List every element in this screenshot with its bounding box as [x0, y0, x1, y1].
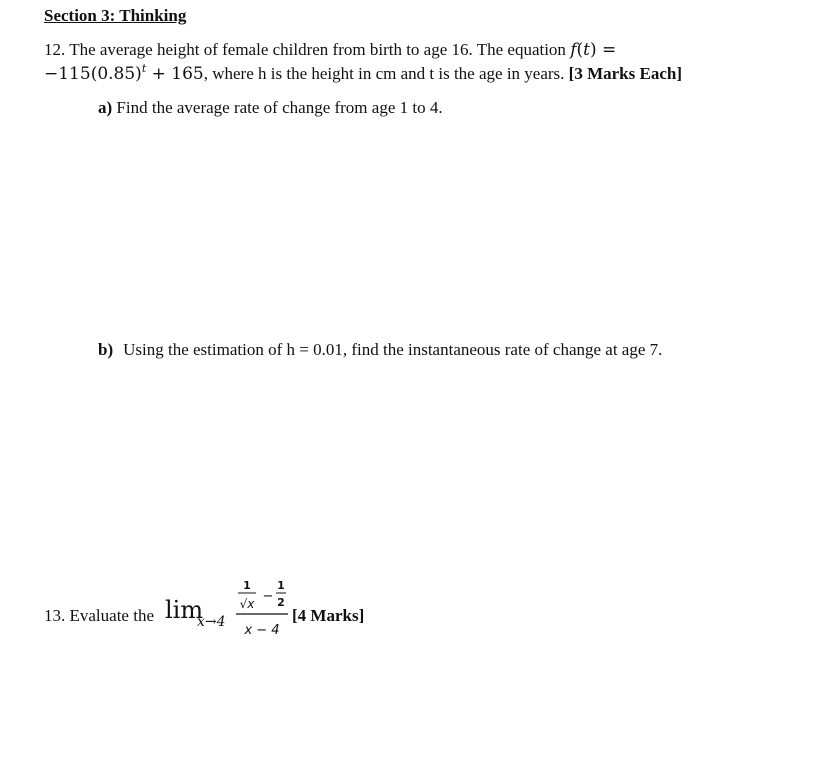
function-equals: ) =: [589, 40, 617, 60]
equation-base: −115(0.85): [44, 64, 142, 84]
question-12-text: 12. The average height of female children from birth to age 16. The equation: [44, 40, 571, 59]
question-12-part-b: [98, 340, 662, 360]
fraction-minus-sign: −: [262, 589, 274, 604]
question-12-description: , where h is the height in cm and t is the age in years.: [203, 64, 569, 83]
function-open-paren: (: [576, 40, 584, 60]
fraction-numerator-2: 1: [277, 579, 285, 592]
equation-constant: + 165: [146, 64, 204, 84]
question-12-line-2: [44, 64, 682, 84]
limit-fraction: [234, 578, 290, 642]
fraction-denominator-main: x − 4: [244, 623, 280, 638]
fraction-denominator-2: 2: [277, 596, 285, 609]
function-name: f: [570, 40, 577, 60]
part-b-text: Using the estimation of h = 0.01, find the instantaneous rate of change at age 7.: [123, 340, 663, 359]
question-12-part-a: [98, 98, 443, 118]
fraction-denominator-1: √x: [239, 597, 255, 611]
question-12-line-1: [44, 40, 616, 60]
part-b-label: b): [98, 340, 114, 359]
part-a-label: a): [98, 98, 113, 117]
fraction-numerator-1: 1: [243, 579, 251, 592]
question-13-marks: [4 Marks]: [292, 606, 365, 625]
section-heading: Section 3: Thinking: [44, 6, 187, 25]
function-variable: t: [583, 40, 590, 60]
equation-exponent: t: [141, 62, 147, 75]
limit-operator: lim: [165, 596, 204, 624]
question-13-text: 13. Evaluate the: [44, 606, 154, 625]
part-a-text: Find the average rate of change from age 1 to 4.: [112, 98, 443, 117]
question-12-marks: [3 Marks Each]: [568, 64, 682, 83]
limit-subscript: x→4: [197, 614, 226, 630]
